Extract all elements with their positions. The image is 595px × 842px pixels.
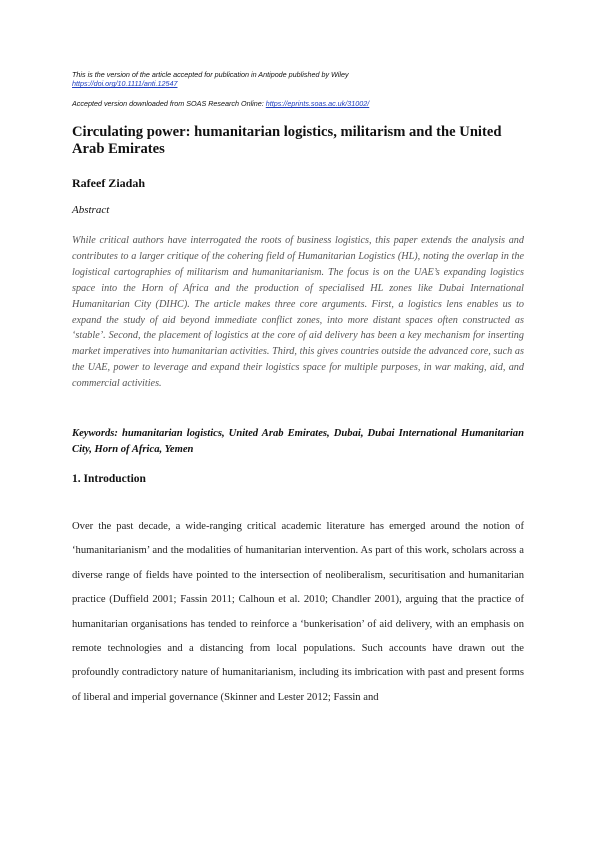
eprints-link[interactable]: https://eprints.soas.ac.uk/31002/: [265, 99, 370, 108]
keywords: Keywords: humanitarian logistics, United Arab Emirates, Dubai, Dubai International Humanitarian City, Horn of Africa, Yemen: [72, 428, 524, 455]
abstract-heading: Abstract: [72, 204, 110, 216]
notice-text: This is the version of the article accepted for publication in Antipode published by Wiley: [72, 70, 349, 79]
doi-link[interactable]: https://doi.org/10.1111/anti.12547: [72, 79, 178, 88]
download-notice: [72, 99, 369, 108]
publication-notice: [72, 70, 349, 88]
download-prefix: Accepted version downloaded from SOAS Research Online:: [72, 99, 266, 108]
abstract-text: While critical authors have interrogated the roots of business logistics, this paper extends the analysis and contributes to a larger critique of the cohering field of Humanitarian Logistics (HL), noting the overlap in the logistical cartographies of militarism and humanitarianism. The focus is on the UAE’s expanding logistics space into the Horn of Africa and the production of specialised HL zones like Dubai International Humanitarian City (DIHC). The article makes three core arguments. First, a logistics lens enables us to expand the study of aid beyond immediate conflict zones, into more distant spaces often constructed as ‘stable’. Second, the placement of logistics at the core of aid delivery has been a key mechanism for inserting market imperatives into humanitarian activities. Third, this gives countries outside the advanced core, such as the UAE, power to leverage and expand their logistics space for multiple purposes, in war making, aid, and commercial activities.: [72, 235, 524, 390]
introduction-paragraph: Over the past decade, a wide-ranging critical academic literature has emerged around the notion of ‘humanitarianism’ and the modalities of humanitarian intervention. As part of this work, scholars across a diverse range of fields have pointed to the intersection of neoliberalism, securitisation and humanitarian practice (Duffield 2001; Fassin 2011; Calhoun et al. 2010; Chandler 2001), arguing that the practice of humanitarian organisations has tended to reinforce a ‘bunkerisation’ of aid delivery, with an emphasis on remote technologies and a distancing from local populations. Such accounts have drawn out the profoundly contradictory nature of humanitarianism, including its imbrication with past and present forms of liberal and imperial governance (Skinner and Lester 2012; Fassin and: [72, 521, 524, 703]
article-title: Circulating power: humanitarian logistics, militarism and the United Arab Emirates: [72, 124, 502, 157]
section-heading-introduction: 1. Introduction: [72, 473, 146, 485]
author-name: Rafeef Ziadah: [72, 176, 145, 190]
